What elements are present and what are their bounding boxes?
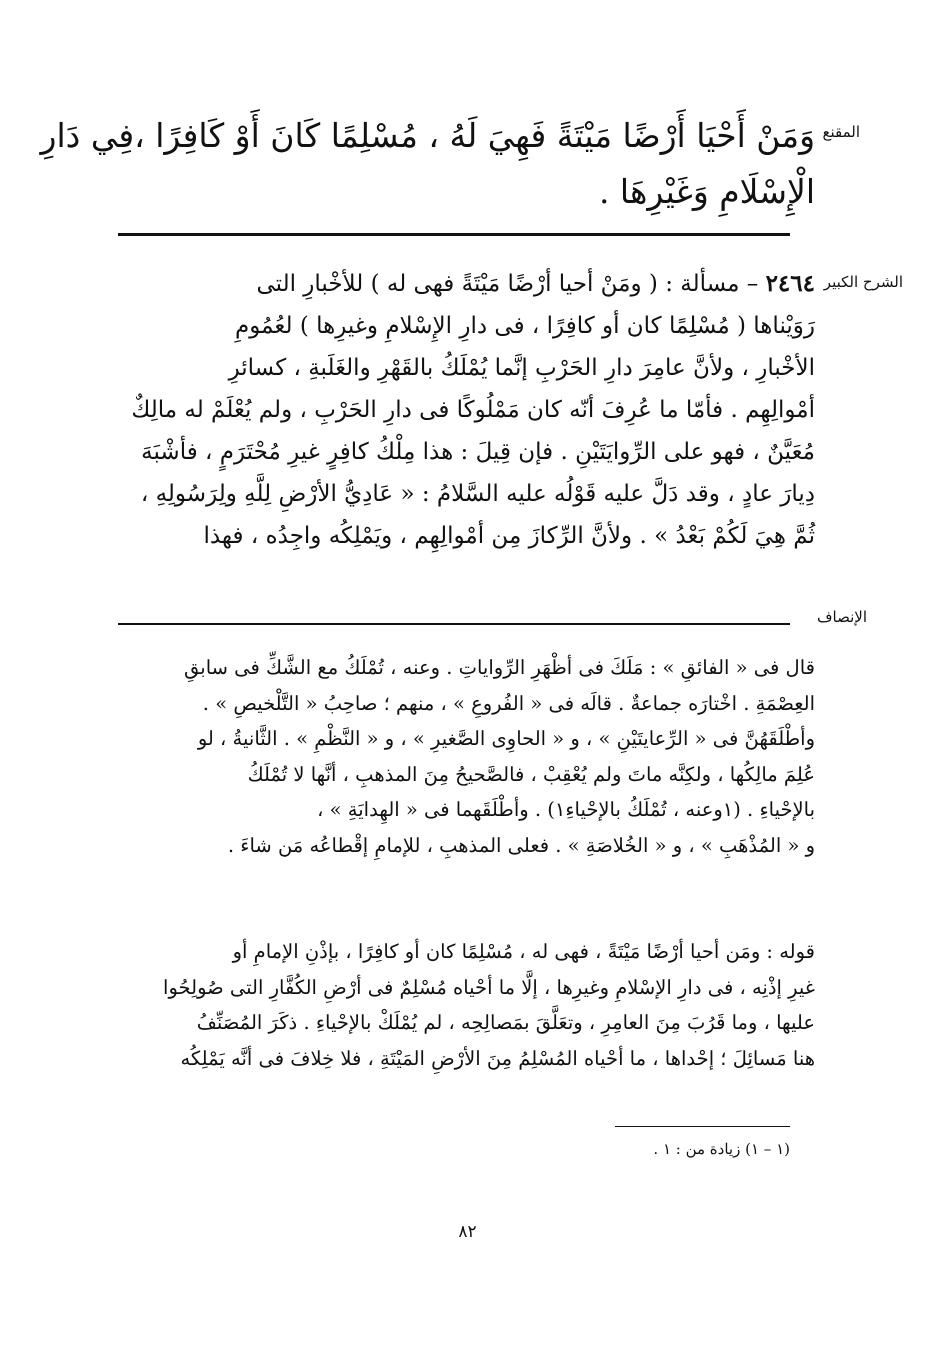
footnote-rule (615, 1126, 790, 1127)
insaf-line: وأطْلَقَهُنَّ فى « الرِّعايتَيْنِ » ، و « الحاوِى الصَّغيرِ » ، و « النَّظْمِ » . الثَّانيةُ ، لو (197, 727, 815, 750)
insaf-line: و « المُذْهَبِ » ، و « الخُلاصَةِ » . فعلى المذهبِ ، للإمامِ إقْطاعُه مَن شاءَ . (227, 833, 815, 857)
muqni-text (40, 108, 815, 220)
sharh-line: الأخْبارِ ، ولأنَّ عامِرَ دارِ الحَرْبِ إنَّما يُمْلَكُ بالقَهْرِ والغَلَبةِ ، كسائرِ (228, 355, 815, 381)
sharh-line: أمْوالِهِم . فأمّا ما عُرِفَ أنّه كان مَمْلُوكًا فى دارِ الحَرْبِ ، ولم يُعْلَمْ له مالِكٌ (131, 397, 815, 423)
insaf-line: قال فى « الفائقِ » : مَلَكَ فى أظْهَرِ الرِّواياتِ . وعنه ، تُمْلَكُ مع الشَّكِّ فى سابقِ (184, 656, 815, 679)
muqni-line-2: الْإِسْلَامِ وَغَيْرِهَا . (598, 172, 815, 211)
page-number: ٨٢ (458, 1222, 477, 1242)
sharh-line: رَوَيْناها ( مُسْلِمًا كان أو كافِرًا ، فى دارِ الإِسْلامِ وغيرِها ) لعُمُومِ (234, 313, 815, 339)
label-muqni: المقنع (822, 123, 860, 141)
insaf-line: بالإحْياءِ . (١وعنه ، تُمْلَكُ بالإحْياءِ١) . وأطْلَقَهما فى « الهِدايَةِ » ، (317, 798, 815, 821)
insaf-line: قوله : ومَن أحيا أرْضًا مَيْتَةً ، فهى له ، مُسْلِمًا كان أو كافِرًا ، بإذْنِ الإمامِ أو (232, 940, 815, 963)
insaf-line: هنا مَسائِلَ ؛ إحْداها ، ما أحْياه المُسْلِمُ مِنَ الأرْضِ المَيْتَةِ ، فلا خِلافَ فى أنَّه يَمْلِكُه (180, 1046, 815, 1070)
insaf-line: عُلِمَ مالِكُها ، ولكِنَّه ماتَ ولم يُعْقِبْ ، فالصَّحيحُ مِنَ المذهبِ ، أنَّها لا تُمْلَكُ (247, 762, 815, 786)
insaf-line: غيرِ إذْنِه ، فى دارِ الإسْلامِ وغيرِها ، إلَّا ما أحْياه مُسْلِمٌ فى أرْضِ الكُفَّارِ التى صُولِحُوا (163, 975, 815, 999)
insaf-line: عليها ، وما قَرُبَ مِنَ العامِرِ ، وتعَلَّقَ بمَصالِحِه ، لم يُمْلَكْ بالإحْياءِ . ذكَرَ المُصَنِّفُ (196, 1011, 815, 1034)
section-divider-thin (118, 623, 790, 625)
insaf-line: العِصْمَةِ . اخْتارَه جماعةٌ . قالَه فى « الفُروعِ » ، منهم ؛ صاحِبُ « التَّلْخيصِ » . (202, 691, 815, 715)
insaf-text-2 (125, 934, 815, 1076)
sharh-line-1 (125, 263, 815, 305)
sharh-line: مُعَيَّنٌ ، فهو على الرِّوايَتَيْنِ . فإن قِيلَ : هذا مِلْكُ كافِرٍ غيرِ مُحْتَرَمٍ ، فأشْبَهَ (141, 439, 815, 465)
issue-number: ٢٤٦٤ (765, 270, 815, 297)
muqni-line-1: وَمَنْ أَحْيَا أَرْضًا مَيْتَةً فَهِيَ لَهُ ، مُسْلِمًا كَانَ أَوْ كَافِرًا ،فِي دَارِ (40, 116, 815, 155)
sharh-line: ثُمَّ هِيَ لَكُمْ بَعْدُ » . ولأنَّ الرِّكازَ مِن أمْوالِهِم ، ويَمْلِكُه واجِدُه ، فهذا (203, 523, 815, 549)
section-divider-thick (118, 233, 790, 236)
sharh-line: دِيارَ عادٍ ، وقد دَلَّ عليه قَوْلُه عليه السَّلامُ : « عَادِيُّ الأرْضِ لِلَّهِ ولِرَسُولِهِ ، (140, 481, 815, 507)
footnote: (١ – ١) زيادة من : ١ . (653, 1140, 790, 1158)
label-insaf: الإنصاف (816, 608, 867, 626)
sharh-text (125, 263, 815, 557)
insaf-text (125, 650, 815, 863)
label-sharh: الشرح الكبير (823, 273, 903, 291)
sharh-first-line: – مسألة : ( ومَنْ أحيا أرْضًا مَيْتَةً فهى له ) للأخْبارِ التى (256, 271, 766, 297)
